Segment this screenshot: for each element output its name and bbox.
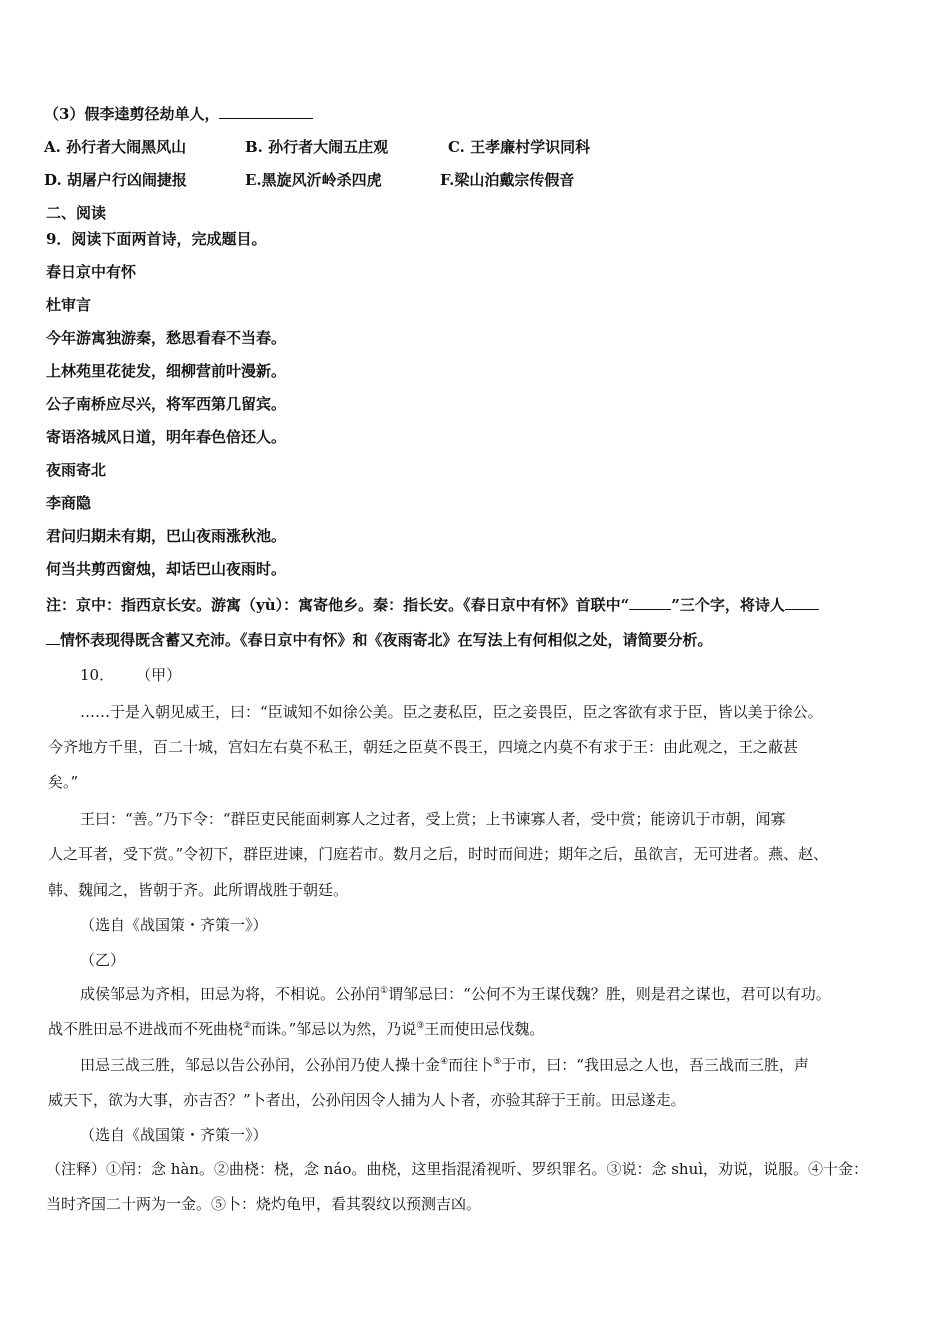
yi-label: （乙） xyxy=(80,951,126,969)
yi-p1-line2 xyxy=(48,1019,544,1039)
jia-p2-line: 人之耳者，受下赏。”令初下，群臣进谏，门庭若市。数月之后，时时而间进；期年之后，虽欲言，无可进者。燕、赵、 xyxy=(48,845,829,863)
jia-p1-line: ……于是入朝见威王，曰：“臣诚知不如徐公美。臣之妻私臣，臣之妾畏臣，臣之客欲有求于臣，皆以美于徐公。 xyxy=(80,703,823,721)
q8-sub3-text: （3）假李逵剪径劫单人， xyxy=(44,105,220,123)
yi-text: 而诛。”邹忌以为然，乃说 xyxy=(251,1020,417,1038)
option-e: E.黑旋风沂岭杀四虎 xyxy=(245,171,382,189)
jia-label: （甲） xyxy=(136,666,182,684)
poem1-line: 今年游寓独游秦，愁思看春不当春。 xyxy=(46,329,287,347)
note-marker: ⑤ xyxy=(493,1057,502,1067)
yi-text: 于市，曰：“我田忌之人也，吾三战而三胜，声 xyxy=(501,1056,809,1074)
q9-note-part1: 注：京中：指西京长安。游寓（yù）：寓寄他乡。秦：指长安。《春日京中有怀》首联中“ xyxy=(46,596,630,614)
q10-number: 10． xyxy=(80,666,115,684)
q8-sub3 xyxy=(44,104,313,124)
jia-p2-line: 韩、魏闻之，皆朝于齐。此所谓战胜于朝廷。 xyxy=(48,881,349,899)
answer-blank xyxy=(219,118,313,119)
answer-blank xyxy=(785,609,819,610)
poem2-title: 夜雨寄北 xyxy=(46,461,107,479)
option-f: F.梁山泊戴宗传假音 xyxy=(440,171,575,189)
yi-text: 而往卜 xyxy=(448,1056,494,1074)
option-d: D. 胡屠户行凶闹捷报 xyxy=(44,171,187,189)
poem2-author: 李商隐 xyxy=(46,494,92,512)
q9-note-line1 xyxy=(46,595,819,615)
poem1-author: 杜审言 xyxy=(46,296,92,314)
option-a: A. 孙行者大闹黑风山 xyxy=(44,138,187,156)
yi-text: 田忌三战三胜，邹忌以告公孙闬，公孙闬乃使人操十金 xyxy=(80,1056,441,1074)
yi-source: （选自《战国策・齐策一》） xyxy=(80,1126,268,1144)
note-marker: ④ xyxy=(440,1057,449,1067)
option-b: B. 孙行者大闹五庄观 xyxy=(245,138,389,156)
poem1-title: 春日京中有怀 xyxy=(46,263,137,281)
jia-p2-line: 王曰：“善。”乃下令：“群臣吏民能面刺寡人之过者，受上赏；上书谏寡人者，受中赏；能谤讥于市朝，闻寡 xyxy=(80,810,786,828)
yi-text: 战不胜田忌不进战而不死曲桡 xyxy=(48,1020,244,1038)
poem2-line: 君问归期未有期，巴山夜雨涨秋池。 xyxy=(46,527,287,545)
q9-stem: 9．阅读下面两首诗，完成题目。 xyxy=(46,230,267,248)
notes-line: 当时齐国二十两为一金。⑤卜：烧灼龟甲，看其裂纹以预测吉凶。 xyxy=(46,1195,482,1213)
poem2-line: 何当共剪西窗烛，却话巴山夜雨时。 xyxy=(46,560,287,578)
option-c: C. 王孝廉村学识同科 xyxy=(448,138,591,156)
yi-p2-line2: 威天下，欲为大事，亦吉否？”卜者出，公孙闬因令人捕为人卜者，亦验其辞于王前。田忌遂走。 xyxy=(48,1091,686,1109)
q9-note-line2 xyxy=(46,630,713,650)
jia-p1-line: 矣。” xyxy=(48,773,79,791)
q9-note-part3: 情怀表现得既含蓄又充沛。《春日京中有怀》和《夜雨寄北》在写法上有何相似之处，请简要分析。 xyxy=(60,631,713,649)
poem1-line: 公子南桥应尽兴，将军西第几留宾。 xyxy=(46,395,287,413)
poem1-line: 上林苑里花徒发，细柳营前叶漫新。 xyxy=(46,362,287,380)
note-marker: ③ xyxy=(416,1021,425,1031)
yi-text: 成侯邹忌为齐相，田忌为将，不相说。公孙闬 xyxy=(80,985,381,1003)
yi-text: 谓邹忌曰：“公何不为王谋伐魏？胜，则是君之谋也，君可以有功。 xyxy=(388,985,831,1003)
answer-blank xyxy=(629,609,671,610)
jia-p1-line: 今齐地方千里，百二十城，宫妇左右莫不私王，朝廷之臣莫不畏王，四境之内莫不有求于王：由此观之，王之蔽甚 xyxy=(48,738,799,756)
note-marker: ② xyxy=(243,1021,252,1031)
yi-p2-line1 xyxy=(80,1055,809,1075)
answer-blank xyxy=(46,644,60,645)
yi-text: 王而使田忌伐魏。 xyxy=(424,1020,545,1038)
yi-p1-line1 xyxy=(80,984,831,1004)
jia-source: （选自《战国策・齐策一》） xyxy=(80,916,268,934)
q10-header xyxy=(80,665,181,685)
poem1-line: 寄语洛城风日道，明年春色倍还人。 xyxy=(46,428,287,446)
note-marker: ① xyxy=(380,986,389,996)
section-title: 二、阅读 xyxy=(46,204,107,222)
notes-line: （注释）①闬：念 hàn。②曲桡：桡，念 náo。曲桡，这里指混淆视听、罗织罪名。③说：念 shuì，劝说，说服。④十金： xyxy=(46,1160,869,1178)
q9-note-part2: ”三个字，将诗人 xyxy=(671,596,785,614)
